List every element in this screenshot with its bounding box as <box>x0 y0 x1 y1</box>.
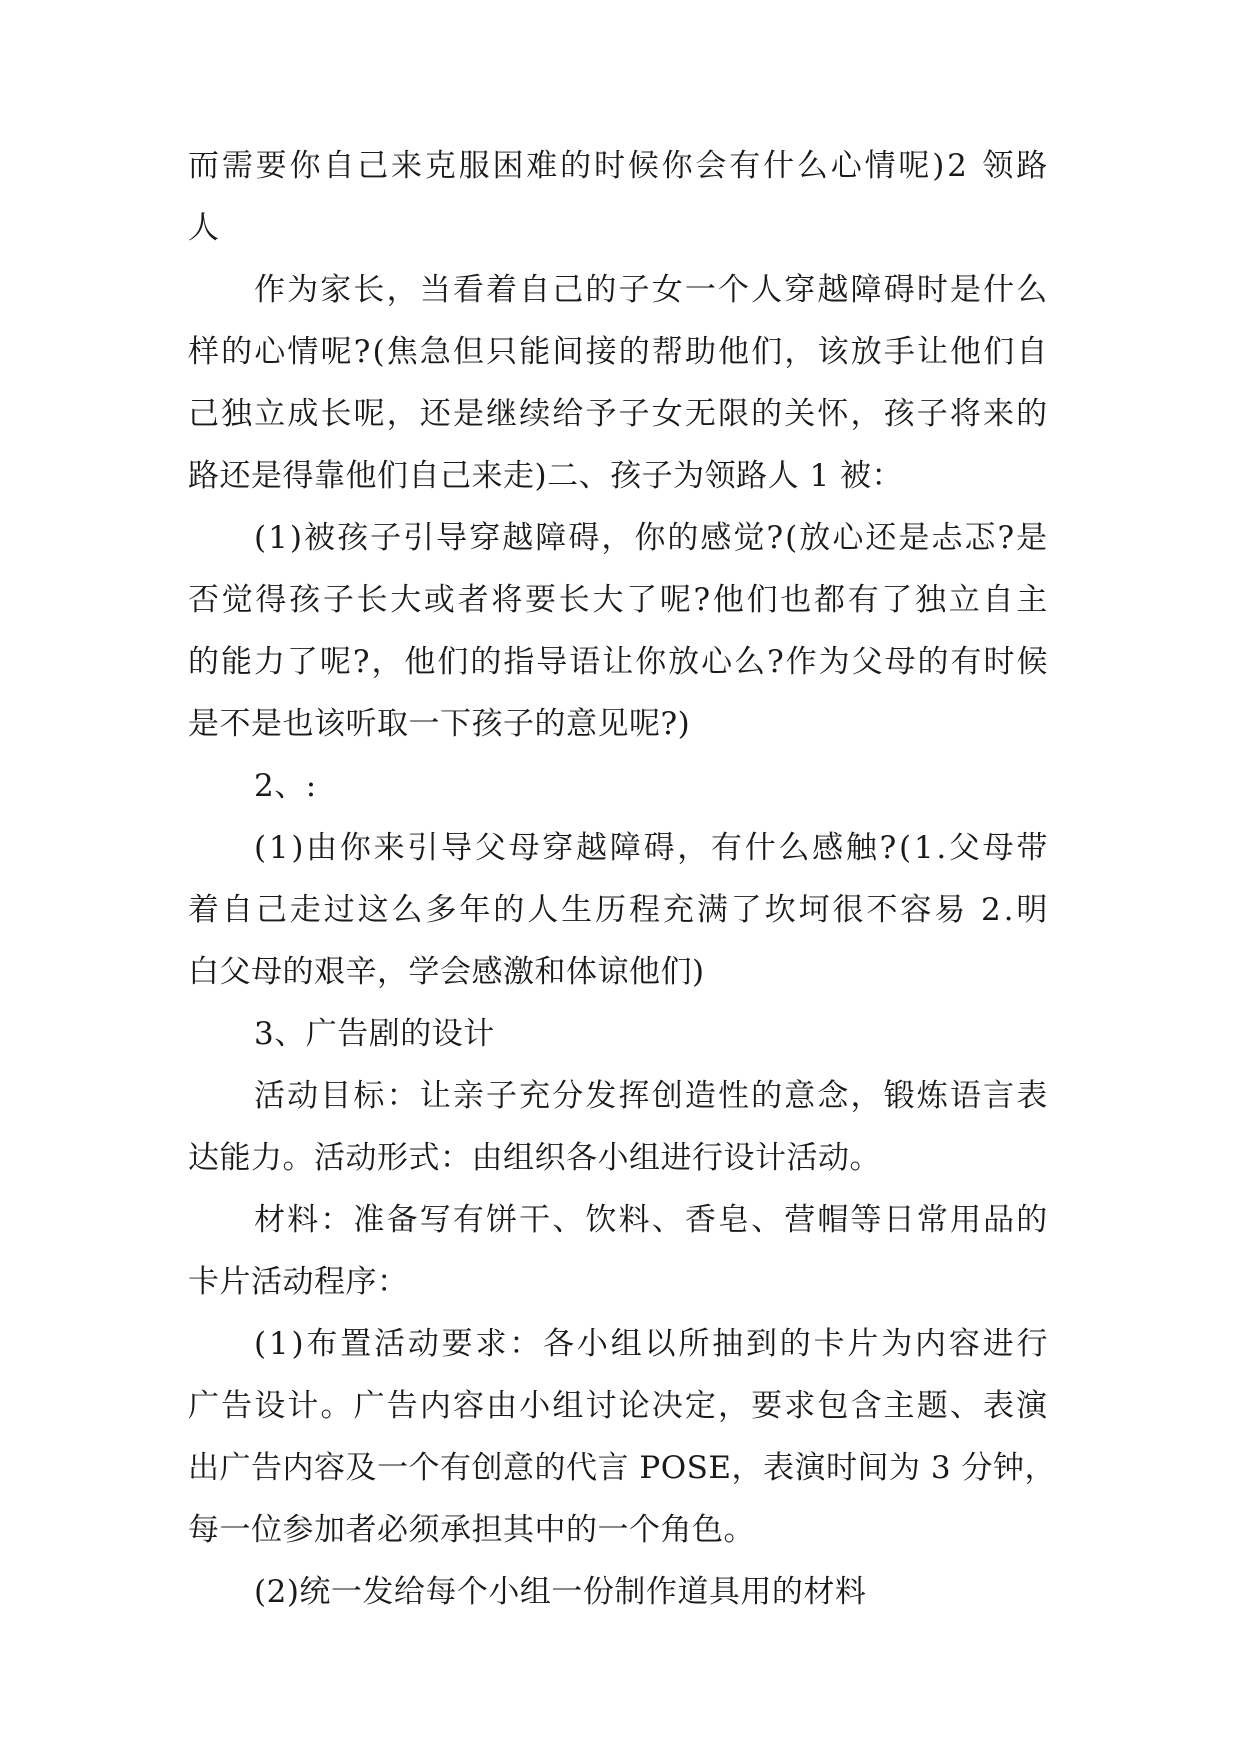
text-line: 而 需 要 你 自 己 来 克 服 困 难 的 时 候 你 会 有 什 么 心 情 呢 ) 2 领 路 <box>188 148 1048 184</box>
text-line: 每一位参加者必须承担其中的一个角色。 <box>188 1512 755 1548</box>
text-line: 的 能 力 了 呢 ? ， 他 们 的 指 导 语 让 你 放 心 么 ? 作 为 父 母 的 有 时 候 <box>188 644 1048 680</box>
text-line: 广 告 设 计 。 广 告 内 容 由 小 组 讨 论 决 定 ， 要 求 包 含 主 题 、 表 演 <box>188 1388 1048 1424</box>
text-line: 人 <box>188 210 220 246</box>
text-line: 白父母的艰辛，学会感激和体谅他们) <box>188 954 705 990</box>
text-line: 材 料 ： 准 备 写 有 饼 干 、 饮 料 、 香 皂 、 营 帽 等 日 常 用 品 的 <box>254 1202 1048 1238</box>
text-line: 否 觉 得 孩 子 长 大 或 者 将 要 长 大 了 呢 ? 他 们 也 都 有 了 独 立 自 主 <box>188 582 1048 618</box>
text-line: 出 广 告 内 容 及 一 个 有 创 意 的 代 言 P O S E ， 表 演 时 间 为 3 分 钟 ， <box>188 1450 1056 1486</box>
text-line: 作 为 家 长 ， 当 看 着 自 己 的 子 女 一 个 人 穿 越 障 碍 时 是 什 么 <box>254 272 1048 308</box>
text-line: ( 1 ) 布 置 活 动 要 求 ： 各 小 组 以 所 抽 到 的 卡 片 为 内 容 进 行 <box>254 1326 1048 1362</box>
text-line: 样 的 心 情 呢 ? ( 焦 急 但 只 能 间 接 的 帮 助 他 们 ， 该 放 手 让 他 们 自 <box>188 334 1048 370</box>
document-body <box>188 135 1056 1623</box>
text-line: 是不是也该听取一下孩子的意见呢?) <box>188 706 691 742</box>
text-line: 达能力。活动形式：由组织各小组进行设计活动。 <box>188 1140 881 1176</box>
text-line: 3、广告剧的设计 <box>254 1016 495 1052</box>
text-line: 活 动 目 标 ： 让 亲 子 充 分 发 挥 创 造 性 的 意 念 ， 锻 炼 语 言 表 <box>254 1078 1048 1114</box>
text-line: (2)统一发给每个小组一份制作道具用的材料 <box>254 1574 867 1610</box>
text-line: 卡片活动程序： <box>188 1264 409 1300</box>
text-line: 路还是得靠他们自己来走)二、孩子为领路人 1 被： <box>188 458 904 494</box>
text-line: 2、: <box>254 768 317 804</box>
text-line: ( 1 ) 被 孩 子 引 导 穿 越 障 碍 ， 你 的 感 觉 ? ( 放 心 还 是 忐 忑 ? 是 <box>254 520 1048 556</box>
text-line: 己 独 立 成 长 呢 ， 还 是 继 续 给 予 子 女 无 限 的 关 怀 ， 孩 子 将 来 的 <box>188 396 1048 432</box>
text-line: 着 自 己 走 过 这 么 多 年 的 人 生 历 程 充 满 了 坎 坷 很 不 容 易 2 . 明 <box>188 892 1048 928</box>
text-line: ( 1 ) 由 你 来 引 导 父 母 穿 越 障 碍 ， 有 什 么 感 触 ? ( 1 . 父 母 带 <box>254 830 1048 866</box>
